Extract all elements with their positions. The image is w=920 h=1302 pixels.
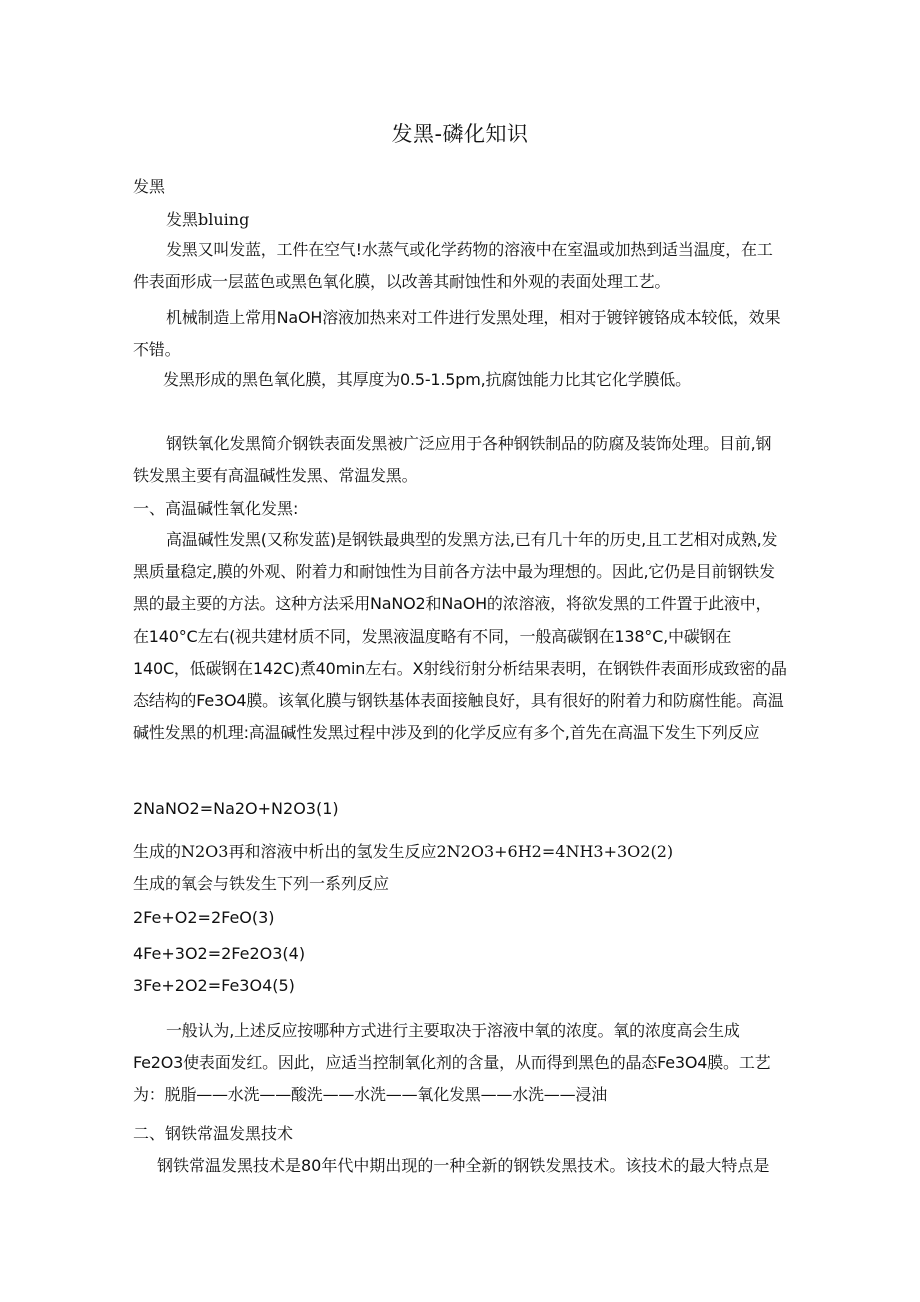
term-bluing: 发黑bluing	[166, 210, 250, 229]
paragraph-high-temp: 高温碱性发黑(又称发蓝)是钢铁最典型的发黑方法,已有几十年的历史,且工艺相对成熟,发黑质量稳定,膜的外观、附着力和耐蚀性为目前各方法中最为理想的。因此,它仍是目前钢铁发黑的最主要的方法。这种方法采用NaNO2和NaOH的浓溶液，将欲发黑的工件置于此液中，在140°C左右(视共建材质不同，发黑液温度略有不同，一般高碳钢在138°C,中碳钢在140C，低碳钢在142C)煮40min左右。X射线衍射分析结果表明，在钢铁件表面形成致密的晶态结构的Fe3O4膜。该氧化膜与钢铁基体表面接触良好，具有很好的附着力和防腐性能。高温碱性发黑的机理:高温碱性发黑过程中涉及到的化学反应有多个,首先在高温下发生下列反应	[133, 530, 787, 743]
page-title: 发黑-磷化知识	[391, 122, 529, 146]
equation-2: 生成的N2O3再和溶液中析出的氢发生反应2N2O3+6H2=4NH3+3O2(2)	[133, 842, 674, 861]
paragraph-film-thickness: 发黑形成的黑色氧化膜，其厚度为0.5-1.5pm,抗腐蚀能力比其它化学膜低。	[163, 370, 691, 389]
paragraph-room-temp: 钢铁常温发黑技术是80年代中期出现的一种全新的钢铁发黑技术。该技术的最大特点是	[157, 1156, 770, 1175]
section-room-temp: 二、钢铁常温发黑技术	[133, 1124, 294, 1143]
paragraph-reaction-summary: 一般认为,上述反应按哪种方式进行主要取决于溶液中氧的浓度。氧的浓度高会生成Fe2O3使表面发红。因此，应适当控制氧化剂的含量，从而得到黑色的晶态Fe3O4膜。工艺为：脱脂——水洗——酸洗——水洗——氧化发黑——水洗——浸油	[133, 1021, 771, 1105]
paragraph-naoh: 机械制造上常用NaOH溶液加热来对工件进行发黑处理，相对于镀锌镀铬成本较低，效果不错。	[133, 308, 781, 360]
equation-4: 4Fe+3O2=2Fe2O3(4)	[133, 944, 306, 963]
heading-blackening: 发黑	[133, 177, 166, 196]
equation-intro: 生成的氧会与铁发生下列一系列反应	[133, 874, 390, 893]
equation-1: 2NaNO2=Na2O+N2O3(1)	[133, 799, 339, 818]
equation-3: 2Fe+O2=2FeO(3)	[133, 908, 275, 927]
equation-5: 3Fe+2O2=Fe3O4(5)	[133, 976, 295, 995]
paragraph-definition: 发黑又叫发蓝，工件在空气!水蒸气或化学药物的溶液中在室温或加热到适当温度，在工件表面形成一层蓝色或黑色氧化膜，以改善其耐蚀性和外观的表面处理工艺。	[133, 240, 773, 292]
section-high-temp: 一、高温碱性氧化发黑:	[133, 499, 299, 518]
paragraph-intro: 钢铁氧化发黑简介钢铁表面发黑被广泛应用于各种钢铁制品的防腐及装饰处理。目前,钢铁发黑主要有高温碱性发黑、常温发黑。	[133, 434, 772, 486]
